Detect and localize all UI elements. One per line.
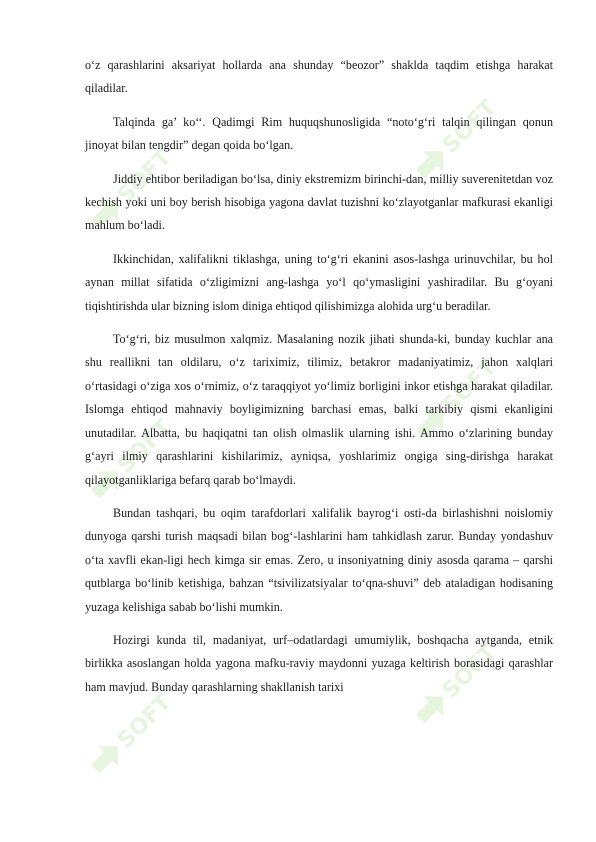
svg-text:SOFT: SOFT (113, 690, 177, 754)
paragraph: Hozirgi kunda til, madaniyat, urf–odatlardagi umumiylik, boshqacha aytganda, etnik birlikka asoslangan holda yagona mafku-raviy maydonni yuzaga keltirish borasidagi qarashlar ham mavjud. Bunday qarashlarning shakllanish tarixi (85, 632, 553, 694)
paragraph: Jiddiy ehtibor beriladigan bo‘lsa, diniy ekstremizm birinchi-dan, milliy suverenitetdan voz kechish yoki uni boy berish hisobiga yagona davlat tuzishni ko‘zlayotganlar mafkurasi ekanligi mahlum bo‘ladi. (85, 171, 553, 233)
svg-text:SOFT: SOFT (438, 355, 502, 419)
svg-text:SOFT: SOFT (438, 640, 502, 704)
svg-text:SOFT: SOFT (438, 95, 502, 159)
paragraph: Bundan tashqari, bu oqim tarafdorlari xalifalik bayrog‘i osti-da birlashishni noislomiy dunyoga qarshi turish maqsadi bilan bog‘-lashlarini ham tahkidlash zarur. Bunday yondashuv o‘ta xavfli ekan-ligi hech kimga sir emas. Zero, u insoniyatning diniy asosda qarama – qarshi qutblarga bo‘linib ketishiga, bahzan “tsivilizatsiyalar to‘qna-shuvi” deb ataladigan hodisaning yuzaga kelishiga sabab bo‘lishi mumkin. (85, 505, 553, 614)
paragraph: Talqinda ga’ ko‘‘. Qadimgi Rim huquqshunosligida “noto‘g‘ri talqin qilingan qonun jinoyat bilan tengdir” degan qoida bo‘lgan. (85, 114, 553, 153)
body-text (85, 54, 553, 709)
paragraph: Ikkinchidan, xalifalikni tiklashga, uning to‘g‘ri ekanini asos-lashga urinuvchilar, bu hol aynan millat sifatida o‘zligimizni ang-lashga yo‘l qo‘ymasligini yashiradilar. Bu g‘oyani tiqishtirishda ular bizning islom diniga ehtiqod qilishimizga alohida urg‘u beradilar. (85, 251, 553, 313)
paragraph-continued: o‘z qarashlarini aksariyat hollarda ana shunday “beozor” shaklda taqdim etishga harakat qiladilar. (85, 58, 553, 96)
paragraph: To‘g‘ri, biz musulmon xalqmiz. Masalaning nozik jihati shunda-ki, bunday kuchlar ana shu reallikni tan oldilaru, o‘z tariximiz, tilimiz, betakror madaniyatimiz, jahon xalqlari o‘rtasidagi o‘ziga xos o‘rnimiz, o‘z taraqqiyot yo‘limiz borligini inkor etishga harakat qiladilar. Islomga ehtiqod mahnaviy boyligimizning barchasi emas, balki tarkibiy qismi ekanligini unutadilar. Albatta, bu haqiqatni tan olish olmaslik ularning ishi. Ammo o‘zlarining bunday g‘ayri ilmiy qarashlarini kishilarimiz, ayniqsa, yoshlarimiz ongiga sing-dirishga harakat qilayotganliklariga befarq qarab bo‘lmaydi. (85, 332, 553, 487)
svg-text:SOFT: SOFT (113, 145, 177, 209)
svg-text:SOFT: SOFT (113, 415, 177, 479)
